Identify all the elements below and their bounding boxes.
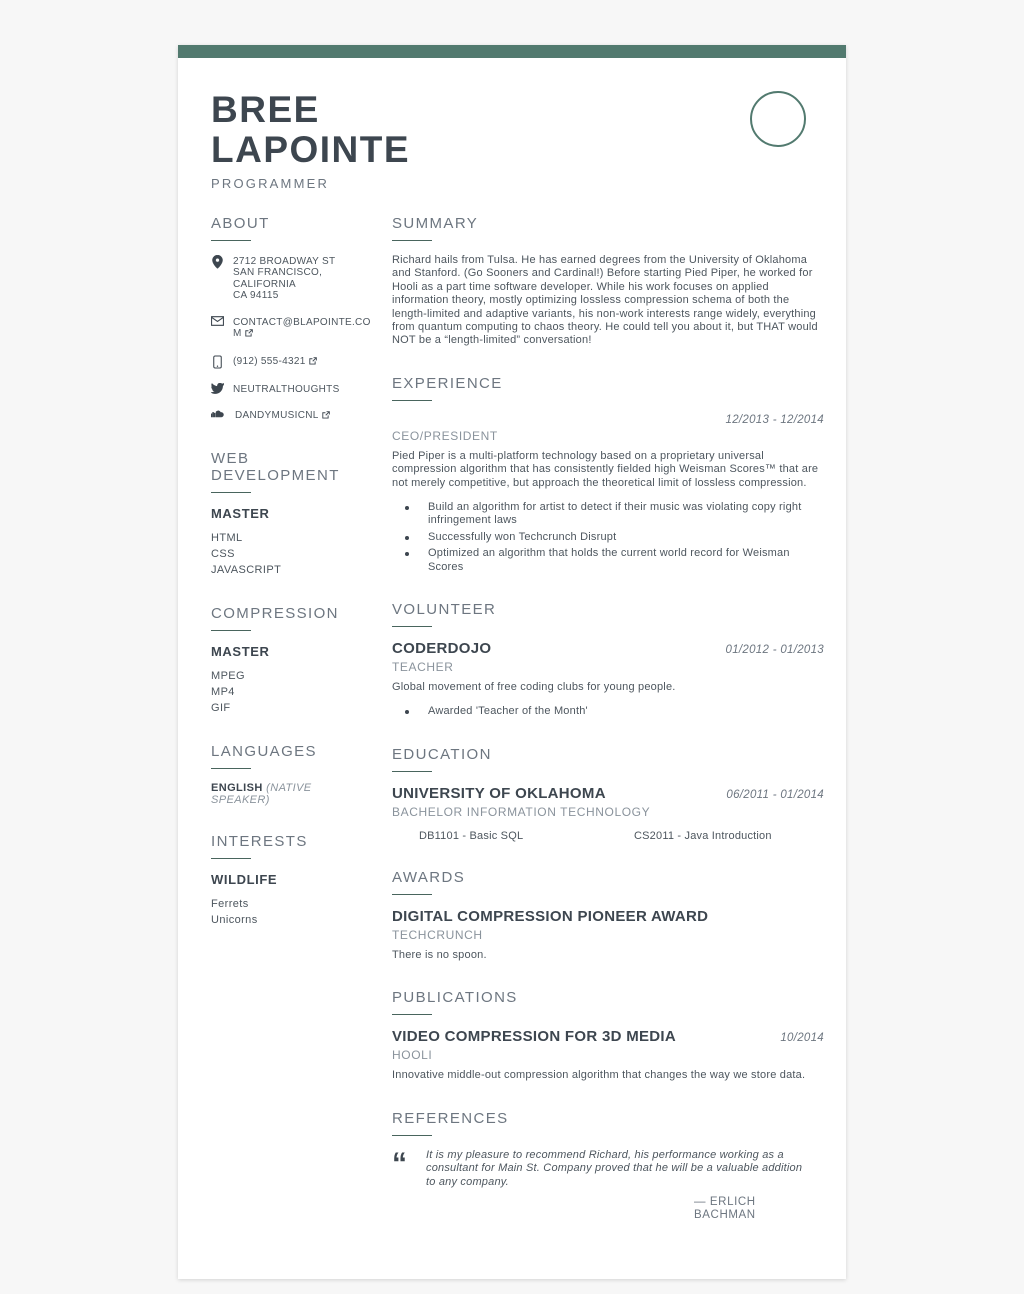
volunteer-org: CODERDOJO: [392, 640, 492, 657]
reference-attribution: — ERLICH BACHMAN: [694, 1195, 756, 1222]
main-column: [392, 215, 824, 1249]
volunteer-role: TEACHER: [392, 660, 454, 674]
awards-section: [392, 869, 824, 962]
language-name: ENGLISH: [211, 781, 263, 794]
interest-item: Ferrets: [211, 897, 249, 910]
twitter-row: [211, 382, 371, 396]
twitter-link[interactable]: [233, 382, 340, 396]
publication-entry-head: [392, 1028, 824, 1045]
experience-heading: EXPERIENCE: [392, 374, 503, 392]
address-lines: [233, 254, 371, 302]
section-rule: [392, 894, 432, 895]
volunteer-description: Global movement of free coding clubs for young people.: [392, 681, 676, 693]
skill-level: MASTER: [211, 643, 270, 659]
interest-list: [211, 897, 371, 928]
soundcloud-handle[interactable]: DANDYMUSICNL: [235, 410, 319, 422]
section-rule: [392, 1135, 432, 1136]
address-line: 2712 BROADWAY ST: [233, 255, 336, 267]
candidate-name: [211, 90, 806, 170]
email-row: [211, 315, 371, 341]
publication-title: VIDEO COMPRESSION FOR 3D MEDIA: [392, 1028, 677, 1046]
interests-heading: INTERESTS: [211, 832, 308, 850]
experience-bullet: Build an algorithm for artist to detect if their music was violating copy right infringement laws: [392, 501, 824, 528]
section-rule: [392, 1014, 432, 1015]
publications-heading: PUBLICATIONS: [392, 989, 518, 1007]
quote-icon: “: [392, 1146, 407, 1180]
skill-section-heading: WEB DEVELOPMENT: [211, 449, 340, 484]
education-heading: EDUCATION: [392, 745, 492, 763]
course-item: CS2011 - Java Introduction: [634, 829, 772, 842]
education-school: UNIVERSITY OF OKLAHOMA: [392, 784, 606, 802]
sidebar: [211, 215, 371, 1249]
experience-bullets: [392, 501, 824, 574]
email-address[interactable]: CONTACT@BLAPOINTE.COM: [233, 316, 371, 340]
award-title: DIGITAL COMPRESSION PIONEER AWARD: [392, 907, 709, 925]
summary-text: Richard hails from Tulsa. He has earned degrees from the University of Oklahoma and Stanford. (Go Sooners and Cardinal!) Before starting Pied Piper, he worked for Hooli as a part time software developer. While his work focuses on applied information theory, mostly optimizing lossless compression schema of both the length-limited and adaptive variants, his non-work interests range widely, everything from quantum computing to chaos theory. He could tell you about it, but THAT would NOT be a “length-limited” conversation!: [392, 253, 818, 347]
publication-publisher: HOOLI: [392, 1048, 433, 1063]
address-line: CA 94115: [233, 290, 279, 302]
interest-item: Unicorns: [211, 913, 258, 926]
mobile-phone-icon: [211, 354, 224, 369]
section-rule: [392, 400, 432, 401]
section-rule: [392, 240, 432, 241]
experience-description: Pied Piper is a multi-platform technology based on a proprietary universal compression algorithm that has consistently fielded high Weisman Scores™ that are not merely competitive, but approach the theoretical limit of lossless compression.: [392, 449, 819, 489]
envelope-icon: [211, 315, 224, 326]
summary-section: [392, 215, 824, 348]
skill-item: HTML: [211, 531, 243, 544]
skill-section-web-development: [211, 450, 371, 578]
volunteer-date: 01/2012 - 01/2013: [725, 644, 824, 656]
section-rule: [392, 626, 432, 627]
summary-heading: SUMMARY: [392, 214, 479, 232]
volunteer-section: [392, 601, 824, 719]
experience-bullet: Optimized an algorithm that holds the current world record for Weisman Scores: [392, 547, 824, 574]
skill-list: [211, 531, 371, 578]
languages-heading: LANGUAGES: [211, 742, 317, 760]
reference-quote: It is my pleasure to recommend Richard, his performance working as a consultant for Main St. Company proved that he will be a valuable addition to any company.: [426, 1148, 803, 1189]
language-note: (NATIVE SPEAKER): [211, 781, 312, 806]
experience-bullet: Successfully won Techcrunch Disrupt: [392, 531, 824, 544]
languages-section: [211, 743, 371, 806]
first-name: BREE: [211, 89, 320, 130]
about-section: [211, 215, 371, 423]
skill-section-heading: COMPRESSION: [211, 604, 339, 622]
about-heading: ABOUT: [211, 214, 270, 232]
education-courses: [419, 830, 824, 842]
external-link-icon: [245, 329, 253, 341]
skill-level: MASTER: [211, 505, 270, 521]
resume-body: [178, 215, 846, 1279]
soundcloud-icon: [211, 408, 226, 418]
awards-heading: AWARDS: [392, 868, 466, 886]
section-rule: [211, 492, 251, 493]
section-rule: [211, 858, 251, 859]
education-degree: BACHELOR INFORMATION TECHNOLOGY: [392, 804, 651, 819]
experience-section: [392, 375, 824, 574]
address-line: SAN FRANCISCO, CALIFORNIA: [233, 267, 323, 290]
volunteer-bullet: Awarded 'Teacher of the Month': [392, 705, 824, 718]
education-section: [392, 746, 824, 842]
award-description: There is no spoon.: [392, 948, 487, 961]
language-line: [211, 782, 371, 806]
reference-quote-block: [392, 1146, 824, 1190]
address-row: [211, 254, 371, 302]
section-rule: [392, 771, 432, 772]
experience-entry-head: [392, 414, 824, 426]
references-section: [392, 1110, 824, 1223]
phone-row: [211, 354, 371, 369]
skill-item: CSS: [211, 547, 235, 560]
volunteer-heading: VOLUNTEER: [392, 601, 497, 618]
experience-date: 12/2013 - 12/2014: [725, 413, 824, 426]
soundcloud-row: [211, 408, 371, 423]
interests-section: [211, 833, 371, 928]
publications-section: [392, 989, 824, 1082]
volunteer-entry-head: [392, 640, 824, 657]
skill-item: JAVASCRIPT: [211, 563, 282, 576]
email-link[interactable]: [233, 315, 371, 341]
job-title: PROGRAMMER: [211, 175, 330, 191]
phone-number[interactable]: (912) 555-4321: [233, 355, 306, 367]
interest-category: WILDLIFE: [211, 871, 278, 887]
publication-date: 10/2014: [780, 1032, 824, 1045]
resume-page: [178, 45, 846, 1279]
skill-item: MPEG: [211, 669, 245, 682]
publication-description: Innovative middle-out compression algorithm that changes the way we store data.: [392, 1069, 806, 1082]
skill-item: GIF: [211, 701, 231, 714]
external-link-icon: [322, 411, 330, 423]
references-heading: REFERENCES: [392, 1109, 509, 1127]
education-entry-head: [392, 785, 824, 802]
section-rule: [211, 768, 251, 769]
phone-link[interactable]: [233, 354, 317, 369]
soundcloud-link[interactable]: [235, 408, 330, 423]
twitter-icon: [211, 382, 224, 394]
award-issuer: TECHCRUNCH: [392, 927, 483, 942]
volunteer-bullets: [392, 705, 824, 718]
section-rule: [211, 240, 251, 241]
award-entry-head: [392, 908, 824, 925]
twitter-handle[interactable]: NEUTRALTHOUGHTS: [233, 383, 340, 395]
avatar: [750, 91, 806, 147]
last-name: LAPOINTE: [211, 128, 411, 170]
skill-section-compression: [211, 605, 371, 716]
external-link-icon: [309, 357, 317, 369]
location-pin-icon: [211, 254, 224, 269]
course-item: DB1101 - Basic SQL: [419, 829, 524, 842]
experience-role: CEO/PRESIDENT: [392, 428, 498, 443]
skill-list: [211, 669, 371, 716]
education-date: 06/2011 - 01/2014: [726, 788, 824, 801]
section-rule: [211, 630, 251, 631]
resume-header: [178, 58, 846, 215]
skill-item: MP4: [211, 685, 235, 698]
